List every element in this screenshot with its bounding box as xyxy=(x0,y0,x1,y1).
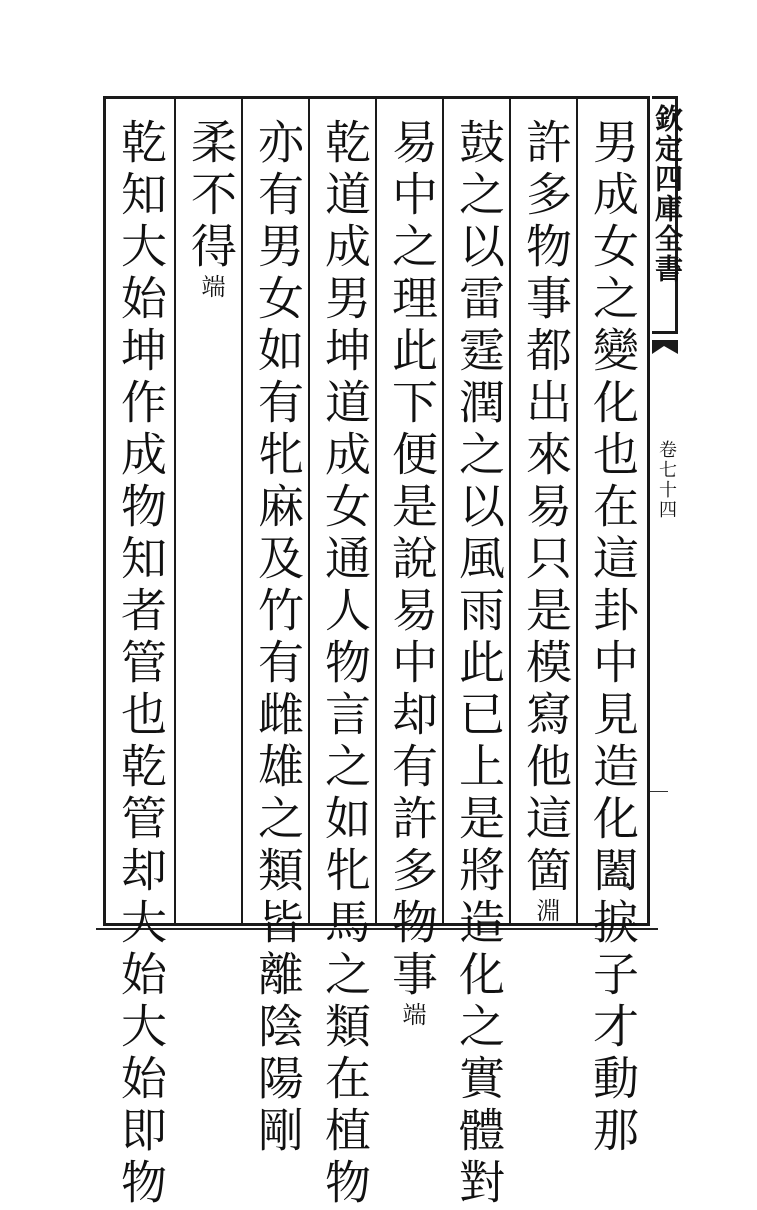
fish-tail-icon xyxy=(650,338,680,368)
column-rule xyxy=(308,99,310,923)
text-column-7 xyxy=(182,118,240,918)
margin-dash xyxy=(650,791,668,792)
text-column-5 xyxy=(316,118,374,1210)
text-column-6 xyxy=(249,118,307,1158)
column-rule xyxy=(509,99,511,923)
column-rule xyxy=(241,99,243,923)
margin-title: 欽定四庫全書 xyxy=(651,104,684,284)
column-note: 淵 xyxy=(532,898,560,923)
column-rule xyxy=(442,99,444,923)
column-text: 亦有男女如有牝麻及竹有雌雄之類皆離陰陽剛 xyxy=(251,118,305,1158)
column-text: 乾知大始坤作成物知者管也乾管却大始大始即物 xyxy=(114,118,168,1210)
column-text: 柔不得 xyxy=(184,118,238,274)
margin-juan: 卷七十四 xyxy=(656,440,677,520)
column-rule xyxy=(375,99,377,923)
column-text: 男成女之變化也在這卦中見造化闔捩子才動那 xyxy=(586,118,640,1158)
text-column-1 xyxy=(584,118,642,1158)
column-text: 易中之理此下便是說易中却有許多物事 xyxy=(385,118,439,1002)
column-text: 鼓之以雷霆潤之以風雨此已上是將造化之實體對 xyxy=(452,118,506,1210)
column-text: 許多物事都出來易只是模寫他這箇 xyxy=(519,118,573,898)
column-text: 乾道成男坤道成女通人物言之如牝馬之類在植物 xyxy=(318,118,372,1210)
column-rule xyxy=(174,99,176,923)
text-column-3 xyxy=(450,118,508,1210)
text-column-2 xyxy=(517,118,575,923)
column-note: 端 xyxy=(197,274,225,299)
text-column-8 xyxy=(112,118,170,1210)
column-rule xyxy=(576,99,578,923)
bottom-rule xyxy=(96,928,658,930)
column-note: 端 xyxy=(398,1002,426,1027)
text-column-4 xyxy=(383,118,441,1027)
